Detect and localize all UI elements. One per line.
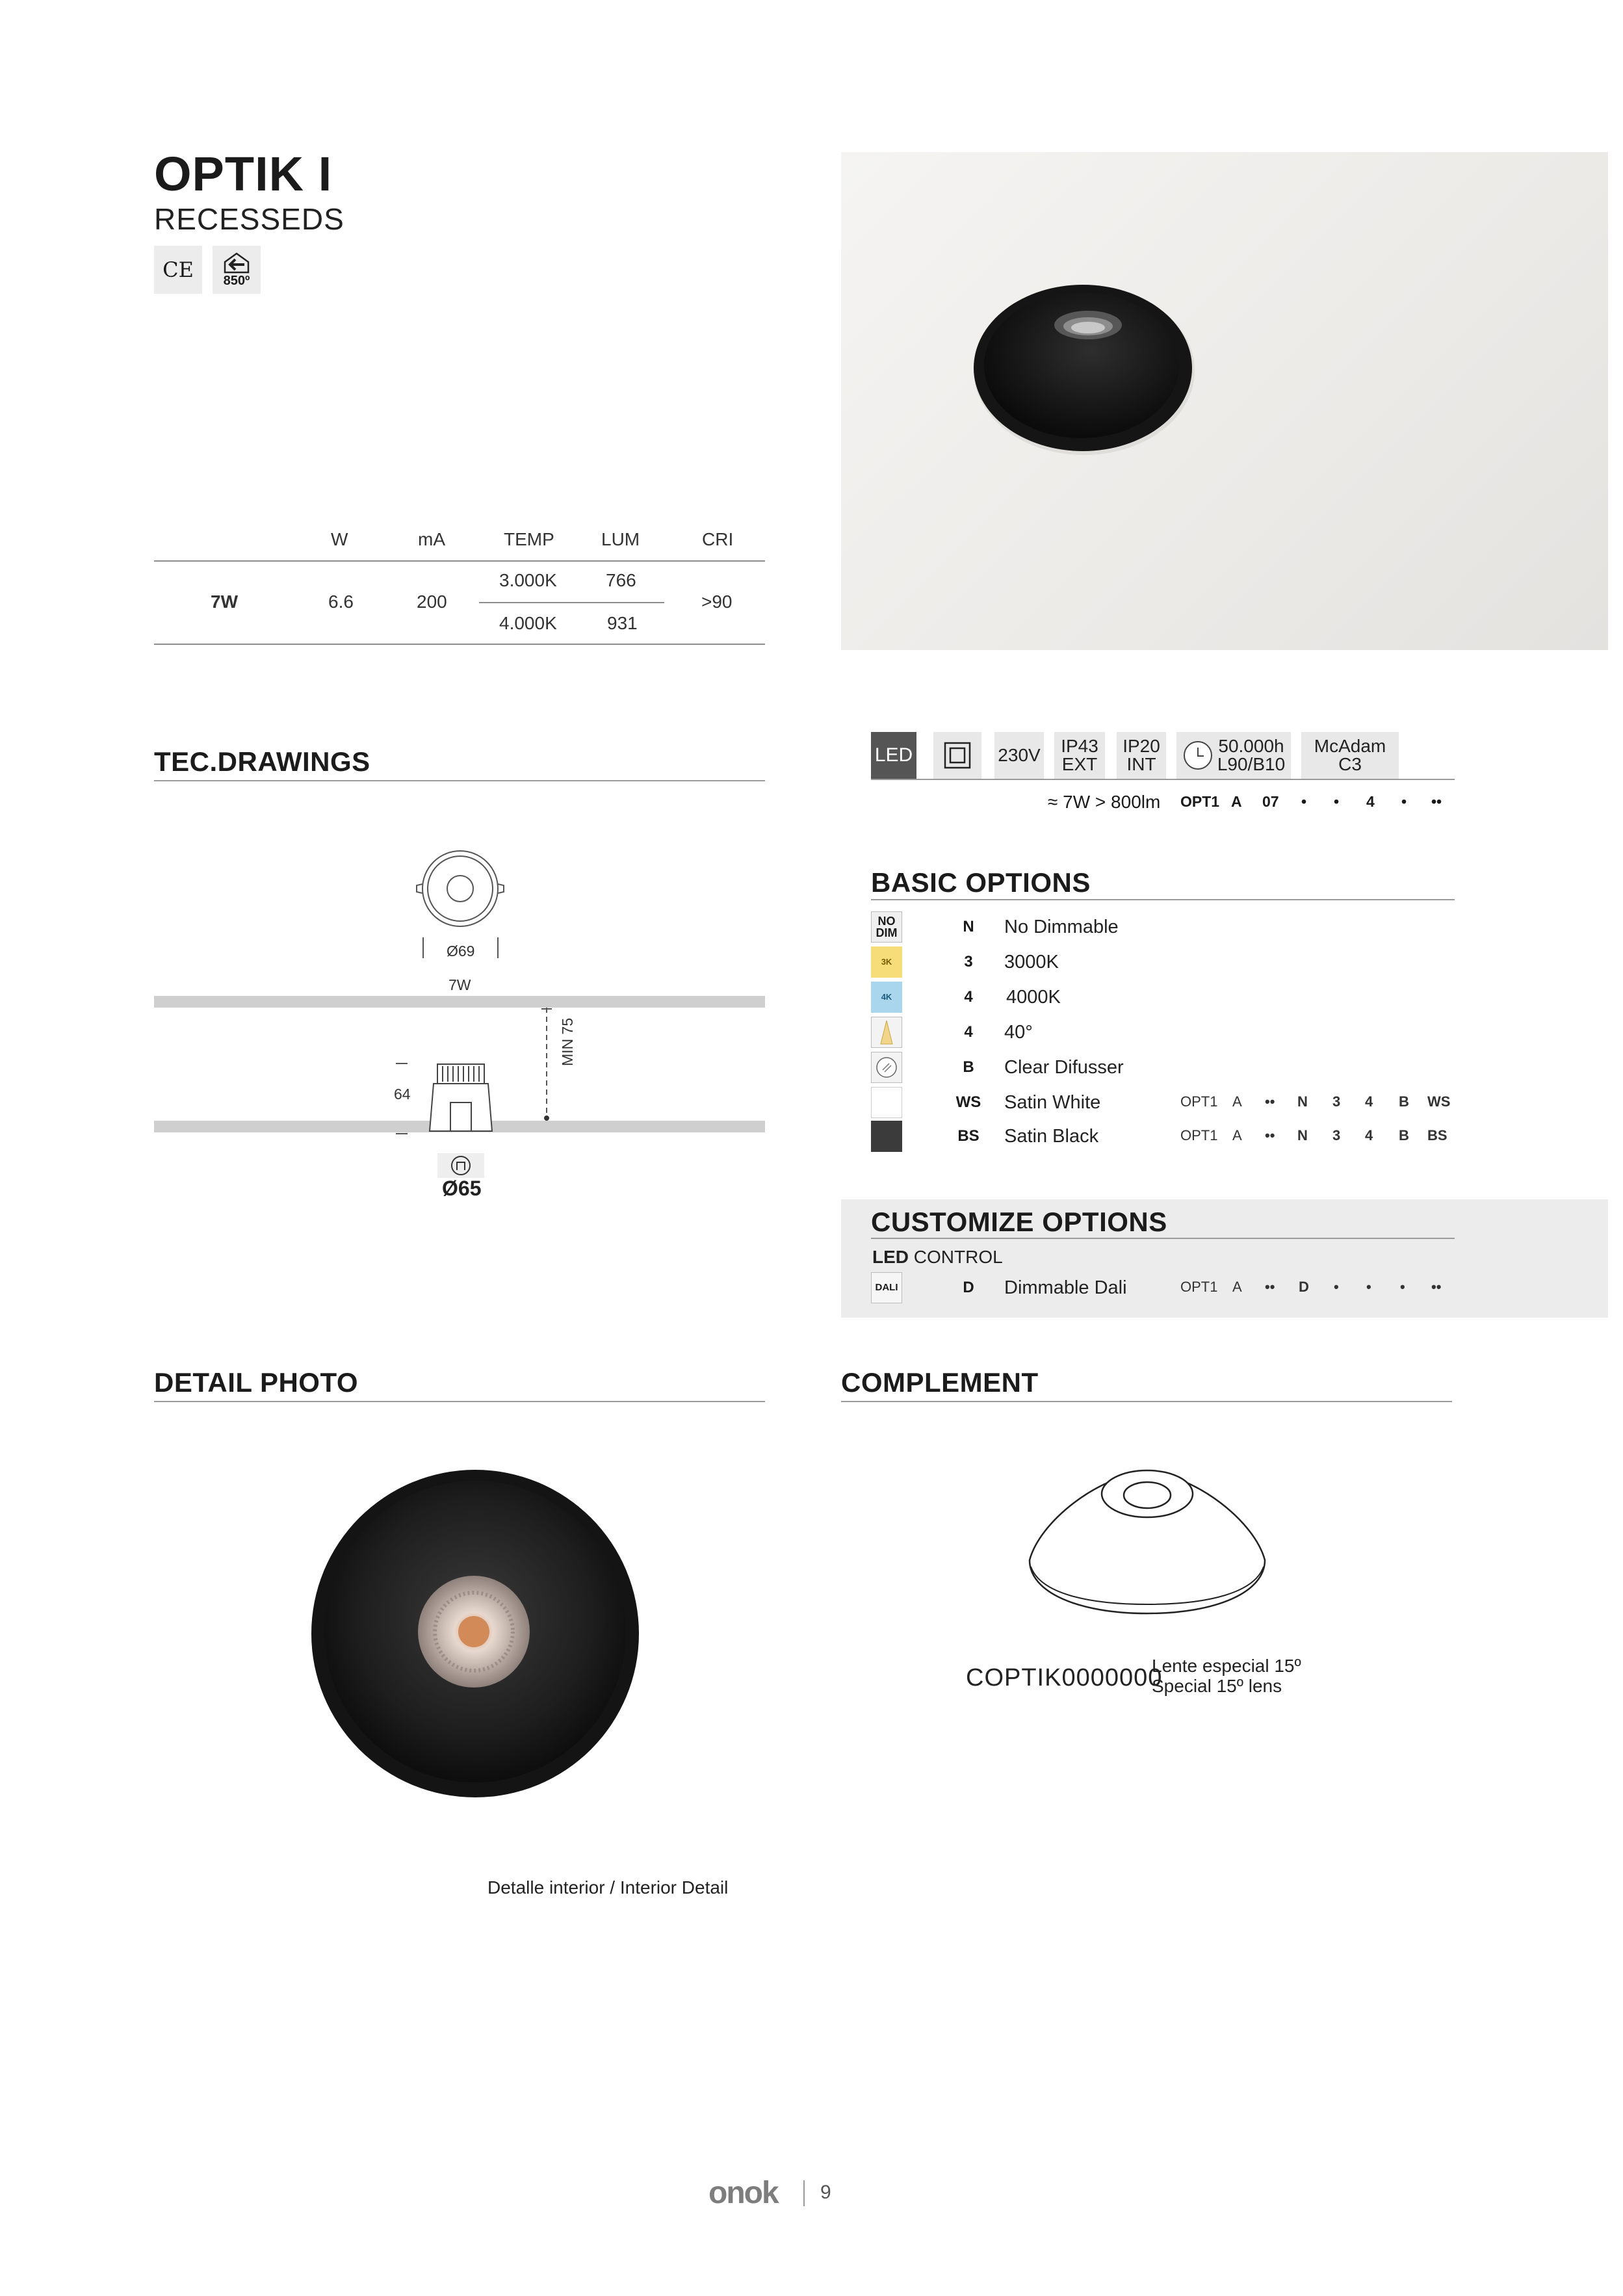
satin-black-swatch xyxy=(871,1121,902,1152)
col-header-w: W xyxy=(331,529,348,549)
code-part: • xyxy=(1401,793,1407,810)
tec-drawings-heading: TEC.DRAWINGS xyxy=(154,746,370,777)
option-code: D xyxy=(963,1279,974,1296)
led-control-label: LED CONTROL xyxy=(872,1247,1003,1267)
option-code: WS xyxy=(955,1093,981,1111)
option-row xyxy=(871,1052,1456,1084)
house-arrow-icon xyxy=(221,252,252,274)
technical-drawing xyxy=(154,845,765,1209)
option-desc: Satin White xyxy=(1004,1092,1101,1113)
option-row xyxy=(871,911,1456,944)
code-part: A xyxy=(1231,793,1242,810)
option-desc: 40° xyxy=(1004,1022,1033,1043)
code-part: • xyxy=(1334,793,1340,810)
detail-photo-rule xyxy=(154,1401,765,1402)
brand-logo: onok xyxy=(708,2176,778,2210)
min-depth-label: MIN 75 xyxy=(559,1017,576,1066)
height-label: 64 xyxy=(394,1086,411,1102)
lumen-text: ≈ 7W > 800lm xyxy=(1048,792,1161,812)
detail-photo-caption: Detalle interior / Interior Detail xyxy=(487,1877,729,1898)
ce-mark-icon: CE xyxy=(154,246,202,294)
voltage-badge: 230V xyxy=(994,732,1044,779)
code-part: •• xyxy=(1431,793,1442,810)
footer-divider xyxy=(803,2180,805,2206)
option-desc: Clear Difusser xyxy=(1004,1057,1124,1078)
option-code: BS xyxy=(957,1127,980,1145)
product-subtitle: RECESSEDS xyxy=(154,202,344,236)
option-code: B xyxy=(963,1058,974,1076)
ma-cell: 200 xyxy=(417,592,447,612)
table-rule-mid xyxy=(479,602,664,603)
satin-white-swatch xyxy=(871,1087,902,1118)
col-header-ma: mA xyxy=(418,529,445,549)
col-header-cri: CRI xyxy=(702,529,734,549)
warm-3k-icon: 3K xyxy=(871,946,902,978)
complement-rule xyxy=(841,1401,1452,1402)
dali-icon: DALI xyxy=(871,1272,902,1303)
lifetime-badge: 50.000h L90/B10 xyxy=(1176,732,1291,779)
option-row: DALI D Dimmable Dali OPT1 A •• D • • • •• xyxy=(871,1272,1456,1305)
power-label: 7W xyxy=(448,976,471,993)
option-code: 4 xyxy=(964,988,973,1006)
lum-cell: 931 xyxy=(607,613,638,633)
ip-int-badge: IP20 INT xyxy=(1117,732,1166,779)
recessed-light-photo xyxy=(841,152,1608,650)
icons-rule xyxy=(871,779,1455,780)
temp-cell: 4.000K xyxy=(499,613,557,633)
code-part: 4 xyxy=(1366,793,1375,810)
option-desc: 3000K xyxy=(1004,952,1059,972)
option-desc: Dimmable Dali xyxy=(1004,1277,1127,1298)
col-header-temp: TEMP xyxy=(504,529,554,549)
complement-description: Lente especial 15º Special 15º lens xyxy=(1152,1656,1301,1696)
clock-icon xyxy=(1182,740,1214,771)
customize-options-rule xyxy=(871,1238,1455,1239)
option-desc: No Dimmable xyxy=(1004,917,1119,937)
product-photo xyxy=(841,152,1608,650)
mcadam-badge: McAdam C3 xyxy=(1301,732,1399,779)
table-rule-top xyxy=(154,560,765,562)
option-code: N xyxy=(963,918,974,935)
option-row xyxy=(871,982,1456,1014)
diffuser-icon xyxy=(871,1052,902,1083)
table-rule-bottom xyxy=(154,644,765,645)
power-cell: 7W xyxy=(211,592,238,612)
product-title: OPTIK I xyxy=(154,147,333,201)
option-row xyxy=(871,946,1456,979)
class-ii-icon xyxy=(933,732,981,779)
option-row: BS Satin Black OPT1 A •• N 3 4 B BS xyxy=(871,1121,1456,1153)
temp-cell: 3.000K xyxy=(499,570,557,590)
cool-4k-icon: 4K xyxy=(871,982,902,1013)
beam-angle-icon xyxy=(871,1017,902,1048)
diameter-top-label: Ø69 xyxy=(447,943,475,959)
option-code: 3 xyxy=(964,953,973,971)
option-row xyxy=(871,1017,1456,1049)
tec-drawings-rule xyxy=(154,780,765,781)
lum-cell: 766 xyxy=(606,570,636,590)
complement-heading: COMPLEMENT xyxy=(841,1367,1039,1398)
watts-cell: 6.6 xyxy=(328,592,354,612)
cri-cell: >90 xyxy=(701,592,733,612)
code-part: 07 xyxy=(1262,793,1279,810)
option-desc: Satin Black xyxy=(1004,1126,1099,1147)
basic-options-heading: BASIC OPTIONS xyxy=(871,867,1091,898)
option-desc: 4000K xyxy=(1006,987,1061,1008)
code-part: OPT1 xyxy=(1180,793,1220,810)
interior-detail-photo xyxy=(309,1468,641,1799)
no-dim-icon: NO DIM xyxy=(871,911,902,943)
complement-code: COPTIK0000000 xyxy=(966,1664,1163,1691)
order-code-line xyxy=(0,793,1623,819)
double-square-icon xyxy=(943,741,972,770)
led-badge: LED xyxy=(871,732,916,779)
ip-ext-badge: IP43 EXT xyxy=(1054,732,1105,779)
customize-options-heading: CUSTOMIZE OPTIONS xyxy=(871,1207,1167,1237)
col-header-lum: LUM xyxy=(601,529,640,549)
cut-out-label: Ø65 xyxy=(442,1177,482,1200)
glow-wire-icon: 850º xyxy=(213,246,261,294)
option-row: WS Satin White OPT1 A •• N 3 4 B WS xyxy=(871,1087,1456,1119)
code-part: • xyxy=(1301,793,1307,810)
basic-options-rule xyxy=(871,899,1455,900)
spec-table xyxy=(154,520,765,650)
detail-photo-heading: DETAIL PHOTO xyxy=(154,1367,359,1398)
lens-accessory-drawing xyxy=(1020,1463,1274,1625)
option-code: 4 xyxy=(964,1023,973,1041)
page-number: 9 xyxy=(820,2182,831,2203)
